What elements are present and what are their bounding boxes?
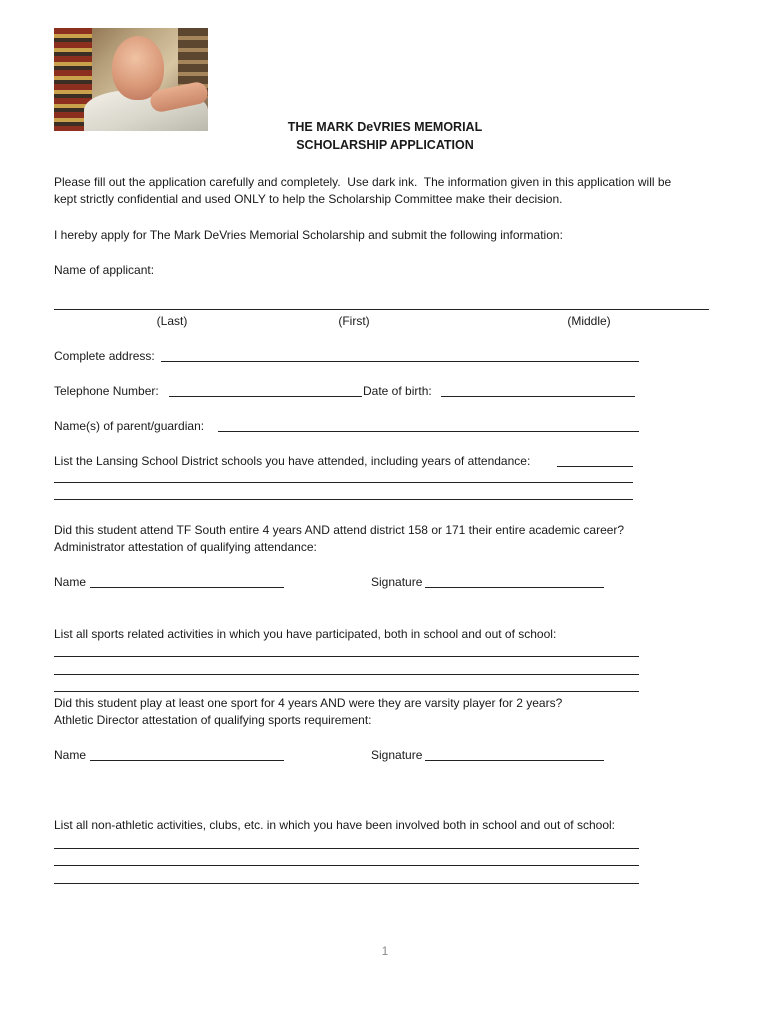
athletic-name-label: Name (54, 748, 87, 762)
admin-name-line[interactable] (90, 587, 284, 588)
parent-label: Name(s) of parent/guardian: (54, 419, 205, 433)
admin-name-label: Name (54, 575, 87, 589)
parent-line[interactable] (218, 431, 639, 432)
admin-signature-label: Signature (371, 575, 423, 589)
sports-line-3[interactable] (54, 691, 639, 692)
schools-line-1[interactable] (54, 482, 633, 483)
admin-attestation-label: Administrator attestation of qualifying attendance: (54, 540, 317, 554)
athletic-signature-label: Signature (371, 748, 423, 762)
sports-prompt: List all sports related activities in which you have participated, both in school and out of school: (54, 627, 557, 641)
first-name-caption: (First) (338, 314, 370, 328)
sports-line-2[interactable] (54, 674, 639, 675)
form-title-line1: THE MARK DeVRIES MEMORIAL (287, 120, 483, 134)
telephone-line[interactable] (169, 396, 362, 397)
sports-line-1[interactable] (54, 656, 639, 657)
schools-line-2[interactable] (54, 499, 633, 500)
nonathletic-prompt: List all non-athletic activities, clubs, etc. in which you have been involved both in school and out of school: (54, 818, 615, 832)
address-line[interactable] (161, 361, 639, 362)
applicant-name-label: Name of applicant: (54, 263, 155, 277)
apply-statement: I hereby apply for The Mark DeVries Memorial Scholarship and submit the following information: (54, 228, 563, 242)
intro-text-line2: kept strictly confidential and used ONLY to help the Scholarship Committee make their decision. (54, 192, 563, 206)
address-label: Complete address: (54, 349, 155, 363)
tf-question: Did this student attend TF South entire 4 years AND attend district 158 or 171 their entire academic career? (54, 523, 625, 537)
nonathletic-line-2[interactable] (54, 865, 639, 866)
nonathletic-line-1[interactable] (54, 848, 639, 849)
schools-line-0[interactable] (557, 466, 633, 467)
last-name-caption: (Last) (156, 314, 188, 328)
telephone-label: Telephone Number: (54, 384, 159, 398)
applicant-name-line[interactable] (54, 309, 709, 310)
admin-signature-line[interactable] (425, 587, 604, 588)
dob-label: Date of birth: (363, 384, 432, 398)
athletic-name-line[interactable] (90, 760, 284, 761)
sport-question: Did this student play at least one sport for 4 years AND were they are varsity player for 2 years? (54, 696, 563, 710)
form-title-line2: SCHOLARSHIP APPLICATION (296, 138, 474, 152)
schools-prompt: List the Lansing School District schools you have attended, including years of attendance: (54, 454, 531, 468)
athletic-attestation-label: Athletic Director attestation of qualifying sports requirement: (54, 713, 372, 727)
athletic-signature-line[interactable] (425, 760, 604, 761)
applicant-photo (54, 28, 208, 131)
middle-name-caption: (Middle) (567, 314, 611, 328)
nonathletic-line-3[interactable] (54, 883, 639, 884)
intro-text-line1: Please fill out the application carefully and completely. Use dark ink. The information given in this application will be (54, 175, 672, 189)
dob-line[interactable] (441, 396, 635, 397)
page-number: 1 (381, 944, 389, 958)
